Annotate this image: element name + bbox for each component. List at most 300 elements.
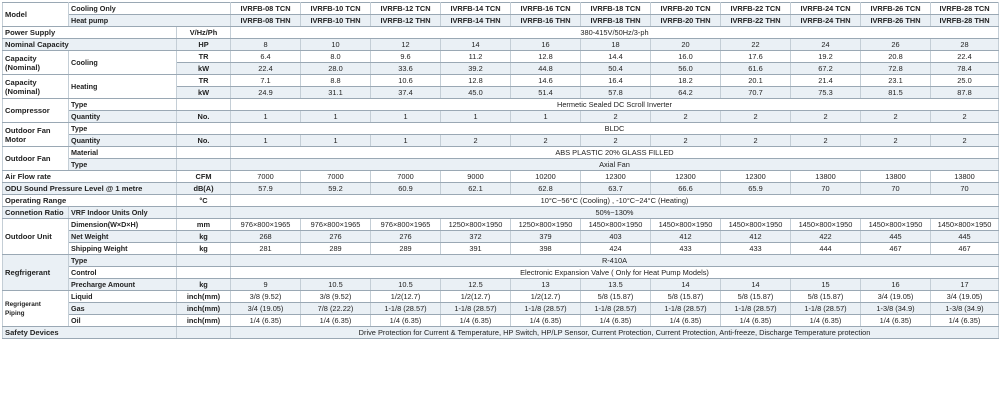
heating-kw-value: 51.4: [511, 87, 581, 99]
unit-empty: [177, 255, 231, 267]
cooling-tr-value: 14.4: [581, 51, 651, 63]
liquid-value: 3/4 (19.05): [861, 291, 931, 303]
airflow-value: 10200: [511, 171, 581, 183]
precharge-value: 14: [721, 279, 791, 291]
cooling-kw-value: 50.4: [581, 63, 651, 75]
gas-value: 1-1/8 (28.57): [581, 303, 651, 315]
model-cooling-name: IVRFB-22 TCN: [721, 3, 791, 15]
no-unit: No.: [177, 111, 231, 123]
compressor-qty-value: 2: [931, 111, 999, 123]
row-compressor-qty: [3, 111, 999, 123]
fan-motor-qty-value: 2: [861, 135, 931, 147]
fan-motor-qty-value: 2: [581, 135, 651, 147]
precharge-value: 12.5: [441, 279, 511, 291]
precharge-value: 17: [931, 279, 999, 291]
fan-motor-qty-value: 2: [651, 135, 721, 147]
power-supply-value: 380-415V/50Hz/3-ph: [231, 27, 999, 39]
fan-motor-qty-value: 2: [721, 135, 791, 147]
hp-value: 28: [931, 39, 999, 51]
gas-value: 1-3/8 (34.9): [861, 303, 931, 315]
oil-value: 1/4 (6.35): [721, 315, 791, 327]
shipping-weight-value: 444: [791, 243, 861, 255]
heating-kw-value: 81.5: [861, 87, 931, 99]
net-weight-value: 422: [791, 231, 861, 243]
kw-unit: kW: [177, 87, 231, 99]
net-weight-value: 276: [371, 231, 441, 243]
dimension-value: 1450×800×1950: [651, 219, 721, 231]
piping-line1: Regrigerant: [5, 300, 41, 308]
cooling-kw-value: 22.4: [231, 63, 301, 75]
inch-mm-unit: inch(mm): [177, 303, 231, 315]
model-heat-name: IVRFB-16 THN: [511, 15, 581, 27]
capacity-label-line2: (Nominal): [5, 62, 41, 72]
row-dimension: [3, 219, 999, 231]
precharge-label: Precharge Amount: [69, 279, 177, 291]
liquid-value: 3/8 (9.52): [231, 291, 301, 303]
precharge-value: 10.5: [301, 279, 371, 291]
gas-value: 1-1/8 (28.57): [371, 303, 441, 315]
cooling-kw-value: 78.4: [931, 63, 999, 75]
dimension-value: 1450×800×1950: [931, 219, 999, 231]
fan-material-value: ABS PLASTIC 20% GLASS FILLED: [231, 147, 999, 159]
heating-kw-value: 57.8: [581, 87, 651, 99]
shipping-weight-value: 289: [371, 243, 441, 255]
airflow-value: 12300: [721, 171, 791, 183]
airflow-value: 13800: [931, 171, 999, 183]
compressor-qty-value: 2: [581, 111, 651, 123]
type-label: Type: [69, 99, 177, 111]
liquid-value: 5/8 (15.87): [791, 291, 861, 303]
liquid-value: 1/2(12.7): [441, 291, 511, 303]
model-cooling-name: IVRFB-12 TCN: [371, 3, 441, 15]
oil-value: 1/4 (6.35): [651, 315, 721, 327]
gas-value: 1-1/8 (28.57): [791, 303, 861, 315]
hp-value: 26: [861, 39, 931, 51]
row-safety-devices: [3, 327, 999, 339]
quantity-label: Quantity: [69, 135, 177, 147]
model-heat-name: IVRFB-22 THN: [721, 15, 791, 27]
heating-kw-value: 75.3: [791, 87, 861, 99]
compressor-qty-value: 2: [651, 111, 721, 123]
heating-kw-value: 24.9: [231, 87, 301, 99]
dimension-value: 1450×800×1950: [581, 219, 651, 231]
heating-tr-value: 25.0: [931, 75, 999, 87]
kg-unit: kg: [177, 243, 231, 255]
precharge-value: 16: [861, 279, 931, 291]
row-model-heat: [3, 15, 999, 27]
outdoor-fan-motor-label: [3, 123, 69, 147]
hp-value: 8: [231, 39, 301, 51]
model-cooling-name: IVRFB-10 TCN: [301, 3, 371, 15]
row-cooling-tr: [3, 51, 999, 63]
heat-pump-label: Heat pump: [69, 15, 231, 27]
dimension-value: 976×800×1965: [301, 219, 371, 231]
nominal-capacity-label: Nominal Capacity: [3, 39, 177, 51]
gas-label: Gas: [69, 303, 177, 315]
compressor-qty-value: 2: [791, 111, 861, 123]
row-net-weight: [3, 231, 999, 243]
celsius-unit: °C: [177, 195, 231, 207]
cooling-tr-value: 16.0: [651, 51, 721, 63]
piping-line2: Piping: [5, 309, 25, 317]
cooling-tr-value: 19.2: [791, 51, 861, 63]
heating-kw-value: 45.0: [441, 87, 511, 99]
shipping-weight-value: 433: [721, 243, 791, 255]
airflow-value: 7000: [231, 171, 301, 183]
hp-value: 22: [721, 39, 791, 51]
shipping-weight-value: 467: [931, 243, 999, 255]
capacity-label-line1: Capacity: [5, 77, 37, 87]
operating-range-value: 10°C~56°C (Cooling) , -10°C~24°C (Heating): [231, 195, 999, 207]
compressor-qty-value: 1: [231, 111, 301, 123]
vrf-indoor-label: VRF Indoor Units Only: [69, 207, 177, 219]
row-fan-motor-qty: [3, 135, 999, 147]
fan-motor-qty-value: 2: [791, 135, 861, 147]
sound-value: 60.9: [371, 183, 441, 195]
row-power-supply: [3, 27, 999, 39]
capacity-cooling-label: [3, 51, 69, 75]
row-connection-ratio: [3, 207, 999, 219]
oil-value: 1/4 (6.35): [371, 315, 441, 327]
airflow-value: 13800: [791, 171, 861, 183]
row-refrigerant-type: [3, 255, 999, 267]
fan-motor-qty-value: 2: [931, 135, 999, 147]
compressor-qty-value: 1: [301, 111, 371, 123]
material-label: Material: [69, 147, 177, 159]
mm-unit: mm: [177, 219, 231, 231]
net-weight-value: 403: [581, 231, 651, 243]
capacity-heating-label: [3, 75, 69, 99]
dimension-value: 1450×800×1950: [861, 219, 931, 231]
quantity-label: Quantity: [69, 111, 177, 123]
kw-unit: kW: [177, 63, 231, 75]
shipping-weight-value: 289: [301, 243, 371, 255]
kg-unit: kg: [177, 231, 231, 243]
oil-value: 1/4 (6.35): [791, 315, 861, 327]
heating-tr-value: 8.8: [301, 75, 371, 87]
heating-tr-value: 20.1: [721, 75, 791, 87]
row-gas: [3, 303, 999, 315]
net-weight-value: 379: [511, 231, 581, 243]
cooling-kw-value: 61.6: [721, 63, 791, 75]
shipping-weight-value: 424: [581, 243, 651, 255]
oil-value: 1/4 (6.35): [441, 315, 511, 327]
power-supply-label: Power Supply: [3, 27, 177, 39]
cooling-kw-value: 39.2: [441, 63, 511, 75]
oil-value: 1/4 (6.35): [931, 315, 999, 327]
row-nominal-capacity: [3, 39, 999, 51]
dimension-value: 976×800×1965: [371, 219, 441, 231]
airflow-value: 12300: [651, 171, 721, 183]
sound-value: 70: [861, 183, 931, 195]
cooling-only-label: Cooling Only: [69, 3, 231, 15]
heating-tr-value: 16.4: [581, 75, 651, 87]
row-refrigerant-control: [3, 267, 999, 279]
liquid-value: 3/4 (19.05): [931, 291, 999, 303]
unit-empty: [177, 327, 231, 339]
heating-tr-value: 14.6: [511, 75, 581, 87]
cooling-kw-value: 56.0: [651, 63, 721, 75]
model-cooling-name: IVRFB-08 TCN: [231, 3, 301, 15]
model-cooling-name: IVRFB-28 TCN: [931, 3, 999, 15]
sound-value: 62.8: [511, 183, 581, 195]
compressor-qty-value: 1: [511, 111, 581, 123]
heating-kw-value: 87.8: [931, 87, 999, 99]
cooling-tr-value: 17.6: [721, 51, 791, 63]
cooling-tr-value: 22.4: [931, 51, 999, 63]
row-sound: [3, 183, 999, 195]
oil-value: 1/4 (6.35): [301, 315, 371, 327]
net-weight-value: 445: [861, 231, 931, 243]
refrigerant-type-value: R-410A: [231, 255, 999, 267]
model-cooling-name: IVRFB-18 TCN: [581, 3, 651, 15]
heating-kw-value: 64.2: [651, 87, 721, 99]
compressor-qty-value: 1: [441, 111, 511, 123]
tr-unit: TR: [177, 51, 231, 63]
inch-mm-unit: inch(mm): [177, 315, 231, 327]
shipping-weight-value: 433: [651, 243, 721, 255]
net-weight-label: Net Weight: [69, 231, 177, 243]
model-heat-name: IVRFB-20 THN: [651, 15, 721, 27]
cooling-tr-value: 20.8: [861, 51, 931, 63]
dimension-value: 1250×800×1950: [441, 219, 511, 231]
row-operating-range: [3, 195, 999, 207]
fan-motor-qty-value: 1: [371, 135, 441, 147]
compressor-qty-value: 1: [371, 111, 441, 123]
oil-label: Oil: [69, 315, 177, 327]
dimension-value: 976×800×1965: [231, 219, 301, 231]
cooling-tr-value: 8.0: [301, 51, 371, 63]
dba-unit: dB(A): [177, 183, 231, 195]
fan-motor-type-value: BLDC: [231, 123, 999, 135]
airflow-value: 7000: [301, 171, 371, 183]
refrigerant-control-value: Electronic Expansion Valve ( Only for Heat Pump Models): [231, 267, 999, 279]
gas-value: 1-1/8 (28.57): [721, 303, 791, 315]
heating-tr-value: 21.4: [791, 75, 861, 87]
net-weight-value: 445: [931, 231, 999, 243]
row-oil: [3, 315, 999, 327]
cooling-tr-value: 6.4: [231, 51, 301, 63]
heating-tr-value: 7.1: [231, 75, 301, 87]
hp-value: 12: [371, 39, 441, 51]
sound-value: 66.6: [651, 183, 721, 195]
precharge-value: 9: [231, 279, 301, 291]
hp-unit: HP: [177, 39, 231, 51]
unit-empty: [177, 99, 231, 111]
dimension-value: 1450×800×1950: [721, 219, 791, 231]
gas-value: 1-3/8 (34.9): [931, 303, 999, 315]
heating-tr-value: 18.2: [651, 75, 721, 87]
cooling-kw-value: 72.8: [861, 63, 931, 75]
liquid-value: 5/8 (15.87): [651, 291, 721, 303]
row-precharge: [3, 279, 999, 291]
connection-ratio-value: 50%~130%: [231, 207, 999, 219]
row-shipping-weight: [3, 243, 999, 255]
cooling-kw-value: 33.6: [371, 63, 441, 75]
row-compressor-type: [3, 99, 999, 111]
inch-mm-unit: inch(mm): [177, 291, 231, 303]
safety-devices-value: Drive Protection for Current & Temperature, HP Switch, HP/LP Sensor, Current Protection, Current Protection, Anti-freeze, Discharge Temperature protection: [231, 327, 999, 339]
unit-empty: [177, 147, 231, 159]
net-weight-value: 268: [231, 231, 301, 243]
gas-value: 1-1/8 (28.57): [511, 303, 581, 315]
fan-motor-qty-value: 2: [441, 135, 511, 147]
liquid-value: 5/8 (15.87): [581, 291, 651, 303]
cooling-kw-value: 67.2: [791, 63, 861, 75]
sound-value: 59.2: [301, 183, 371, 195]
type-label: Type: [69, 255, 177, 267]
shipping-weight-value: 398: [511, 243, 581, 255]
sound-value: 63.7: [581, 183, 651, 195]
row-model-cooling: [3, 3, 999, 15]
fan-motor-qty-value: 1: [231, 135, 301, 147]
model-cooling-name: IVRFB-26 TCN: [861, 3, 931, 15]
unit-empty: [177, 123, 231, 135]
liquid-value: 1/2(12.7): [371, 291, 441, 303]
hp-value: 14: [441, 39, 511, 51]
type-label: Type: [69, 123, 177, 135]
capacity-label-line2: (Nominal): [5, 86, 41, 96]
shipping-weight-value: 391: [441, 243, 511, 255]
compressor-qty-value: 2: [861, 111, 931, 123]
precharge-value: 14: [651, 279, 721, 291]
cooling-tr-value: 9.6: [371, 51, 441, 63]
refrigerant-piping-label: [3, 291, 69, 327]
safety-devices-label: Safety Devices: [3, 327, 177, 339]
fan-motor-qty-value: 2: [511, 135, 581, 147]
hp-value: 10: [301, 39, 371, 51]
cooling-kw-value: 44.8: [511, 63, 581, 75]
gas-value: 1-1/8 (28.57): [441, 303, 511, 315]
air-flow-label: Air Flow rate: [3, 171, 177, 183]
net-weight-value: 372: [441, 231, 511, 243]
heating-kw-value: 31.1: [301, 87, 371, 99]
model-heat-name: IVRFB-12 THN: [371, 15, 441, 27]
compressor-label: Compressor: [3, 99, 69, 123]
no-unit: No.: [177, 135, 231, 147]
model-heat-name: IVRFB-18 THN: [581, 15, 651, 27]
liquid-value: 5/8 (15.87): [721, 291, 791, 303]
heating-kw-value: 37.4: [371, 87, 441, 99]
hp-value: 16: [511, 39, 581, 51]
model-heat-name: IVRFB-10 THN: [301, 15, 371, 27]
unit-empty: [177, 267, 231, 279]
liquid-value: 3/8 (9.52): [301, 291, 371, 303]
kg-unit: kg: [177, 279, 231, 291]
hp-value: 18: [581, 39, 651, 51]
oil-value: 1/4 (6.35): [861, 315, 931, 327]
row-heating-tr: [3, 75, 999, 87]
row-fan-material: [3, 147, 999, 159]
tr-unit: TR: [177, 75, 231, 87]
model-label: Model: [3, 3, 69, 27]
model-cooling-name: IVRFB-16 TCN: [511, 3, 581, 15]
unit-empty: [177, 207, 231, 219]
model-heat-name: IVRFB-08 THN: [231, 15, 301, 27]
cooling-label: Cooling: [69, 51, 177, 75]
heating-kw-value: 70.7: [721, 87, 791, 99]
connection-ratio-label: Connetion Ratio: [3, 207, 69, 219]
power-unit: V/Hz/Ph: [177, 27, 231, 39]
heating-tr-value: 23.1: [861, 75, 931, 87]
row-airflow: [3, 171, 999, 183]
liquid-value: 1/2(12.7): [511, 291, 581, 303]
airflow-value: 9000: [441, 171, 511, 183]
precharge-value: 13.5: [581, 279, 651, 291]
gas-value: 7/8 (22.22): [301, 303, 371, 315]
dimension-value: 1250×800×1950: [511, 219, 581, 231]
model-heat-name: IVRFB-26 THN: [861, 15, 931, 27]
dimension-value: 1450×800×1950: [791, 219, 861, 231]
fan-motor-line1: Outdoor Fan: [5, 125, 51, 135]
precharge-value: 13: [511, 279, 581, 291]
dimension-label: Dimension(W×D×H): [69, 219, 177, 231]
control-label: Control: [69, 267, 177, 279]
shipping-weight-value: 467: [861, 243, 931, 255]
airflow-value: 7000: [371, 171, 441, 183]
sound-value: 62.1: [441, 183, 511, 195]
model-heat-name: IVRFB-24 THN: [791, 15, 861, 27]
type-label: Type: [69, 159, 177, 171]
shipping-weight-label: Shipping Weight: [69, 243, 177, 255]
shipping-weight-value: 281: [231, 243, 301, 255]
hp-value: 20: [651, 39, 721, 51]
precharge-value: 15: [791, 279, 861, 291]
cooling-kw-value: 28.0: [301, 63, 371, 75]
model-cooling-name: IVRFB-20 TCN: [651, 3, 721, 15]
oil-value: 1/4 (6.35): [511, 315, 581, 327]
model-heat-name: IVRFB-14 THN: [441, 15, 511, 27]
net-weight-value: 276: [301, 231, 371, 243]
liquid-label: Liquid: [69, 291, 177, 303]
cfm-unit: CFM: [177, 171, 231, 183]
outdoor-unit-label: Outdoor Unit: [3, 219, 69, 255]
model-cooling-name: IVRFB-14 TCN: [441, 3, 511, 15]
hp-value: 24: [791, 39, 861, 51]
oil-value: 1/4 (6.35): [231, 315, 301, 327]
heating-label: Heating: [69, 75, 177, 99]
cooling-tr-value: 12.8: [511, 51, 581, 63]
odu-sound-label: ODU Sound Pressure Level @ 1 metre: [3, 183, 177, 195]
gas-value: 1-1/8 (28.57): [651, 303, 721, 315]
fan-type-value: Axial Fan: [231, 159, 999, 171]
gas-value: 3/4 (19.05): [231, 303, 301, 315]
compressor-type-value: Hermetic Sealed DC Scroll Inverter: [231, 99, 999, 111]
cooling-tr-value: 11.2: [441, 51, 511, 63]
row-liquid: [3, 291, 999, 303]
heating-tr-value: 12.8: [441, 75, 511, 87]
unit-empty: [177, 159, 231, 171]
operating-range-label: Operating Range: [3, 195, 177, 207]
spec-table: [2, 2, 999, 339]
airflow-value: 13800: [861, 171, 931, 183]
precharge-value: 10.5: [371, 279, 441, 291]
sound-value: 57.9: [231, 183, 301, 195]
row-fan-type: [3, 159, 999, 171]
net-weight-value: 412: [651, 231, 721, 243]
net-weight-value: 412: [721, 231, 791, 243]
fan-motor-qty-value: 1: [301, 135, 371, 147]
heating-tr-value: 10.6: [371, 75, 441, 87]
oil-value: 1/4 (6.35): [581, 315, 651, 327]
fan-motor-line2: Motor: [5, 134, 27, 144]
airflow-value: 12300: [581, 171, 651, 183]
sound-value: 70: [791, 183, 861, 195]
sound-value: 65.9: [721, 183, 791, 195]
outdoor-fan-label: Outdoor Fan: [3, 147, 69, 171]
refrigerant-label: Regfrigerant: [3, 255, 69, 291]
capacity-label-line1: Capacity: [5, 53, 37, 63]
